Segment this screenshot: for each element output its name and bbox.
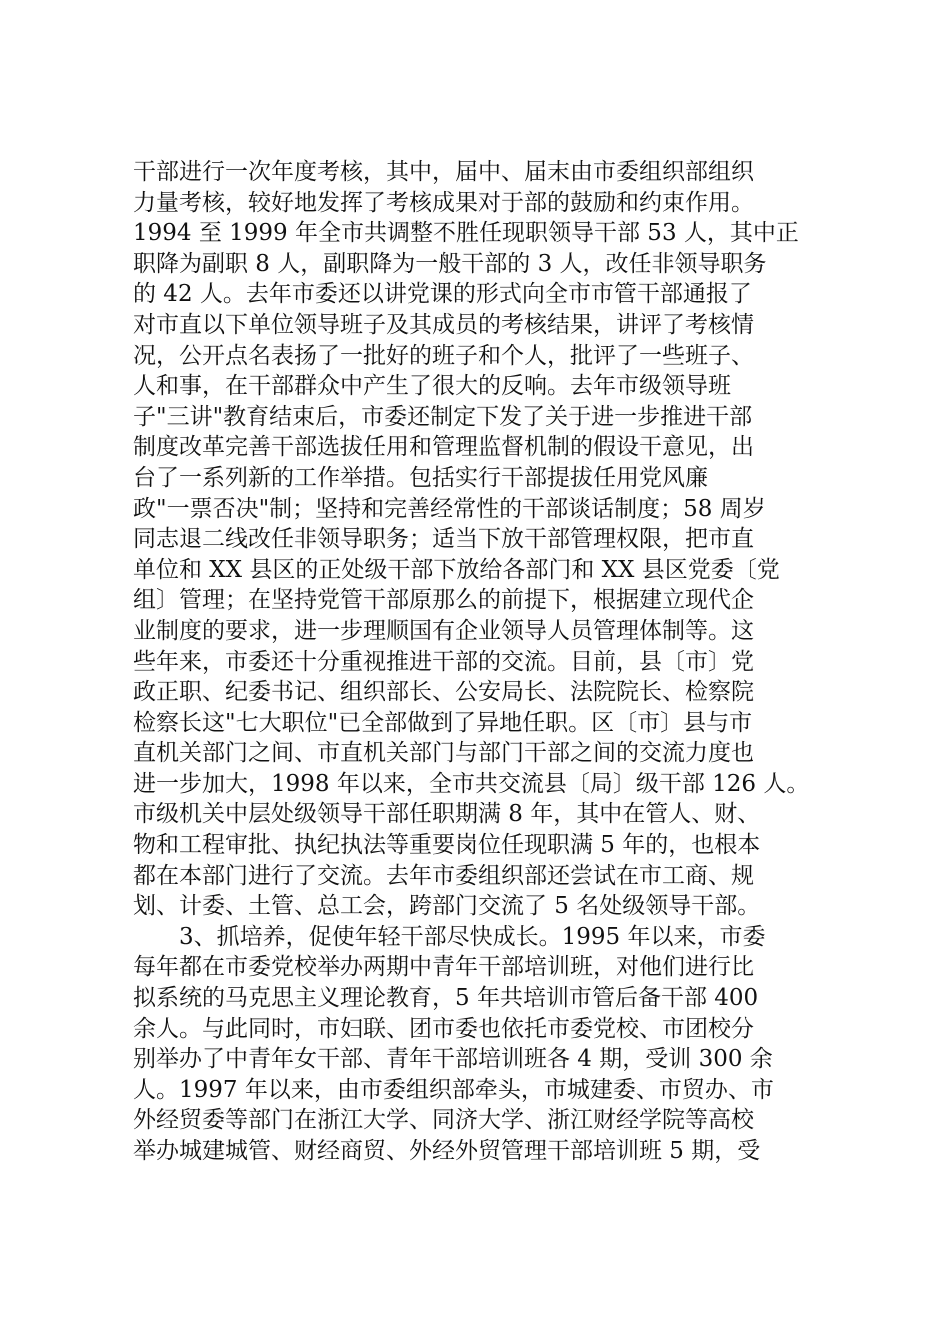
text-line: 政"一票否决"制；坚持和完善经常性的干部谈话制度；58 周岁 bbox=[133, 495, 766, 522]
text-line: 都在本部门进行了交流。去年市委组织部还尝试在市工商、规 bbox=[133, 862, 754, 889]
text-line: 政正职、纪委书记、组织部长、公安局长、法院院长、检察院 bbox=[133, 679, 754, 706]
text-line: 人和事，在干部群众中产生了很大的反响。去年市级领导班 bbox=[133, 373, 731, 400]
text-line: 力量考核，较好地发挥了考核成果对于部的鼓励和约束作用。 bbox=[133, 189, 754, 216]
text-line: 干部进行一次年度考核，其中，届中、届末由市委组织部组织 bbox=[133, 159, 754, 185]
text-line: 些年来，市委还十分重视推进干部的交流。目前，县〔市〕党 bbox=[133, 648, 754, 675]
text-line: 职降为副职 8 人，副职降为一般干部的 3 人，改任非领导职务 bbox=[133, 250, 767, 277]
text-line: 每年都在市委党校举办两期中青年干部培训班，对他们进行比 bbox=[133, 954, 754, 981]
text-line: 检察长这"七大职位"已全部做到了异地任职。区〔市〕县与市 bbox=[133, 709, 753, 736]
text-line: 外经贸委等部门在浙江大学、同济大学、浙江财经学院等高校 bbox=[133, 1107, 754, 1134]
text-line: 划、计委、土管、总工会，跨部门交流了 5 名处级领导干部。 bbox=[133, 893, 761, 920]
text-line: 直机关部门之间、市直机关部门与部门干部之间的交流力度也 bbox=[133, 740, 754, 767]
paragraph-start-line: 3、抓培养，促使年轻干部尽快成长。1995 年以来，市委 bbox=[179, 923, 766, 950]
text-line: 人。1997 年以来，由市委组织部牵头，市城建委、市贸办、市 bbox=[133, 1076, 774, 1103]
text-line: 制度改革完善干部选拔任用和管理监督机制的假设干意见，出 bbox=[133, 434, 754, 461]
text-line: 进一步加大，1998 年以来，全市共交流县〔局〕级干部 126 人。 bbox=[133, 770, 810, 797]
text-line: 况，公开点名表扬了一批好的班子和个人，批评了一些班子、 bbox=[133, 342, 754, 369]
text-line: 1994 至 1999 年全市共调整不胜任现职领导干部 53 人，其中正 bbox=[133, 220, 799, 247]
text-line: 单位和 XX 县区的正处级干部下放给各部门和 XX 县区党委〔党 bbox=[133, 556, 780, 583]
text-line: 余人。与此同时，市妇联、团市委也依托市委党校、市团校分 bbox=[133, 1015, 754, 1042]
text-line: 组〕管理；在坚持党管干部原那么的前提下，根据建立现代企 bbox=[133, 587, 754, 614]
text-line: 别举办了中青年女干部、青年干部培训班各 4 期，受训 300 余 bbox=[133, 1046, 773, 1073]
document-body bbox=[133, 157, 833, 1167]
text-line: 物和工程审批、执纪执法等重要岗位任现职满 5 年的，也根本 bbox=[133, 832, 761, 859]
text-line: 对市直以下单位领导班子及其成员的考核结果，讲评了考核情 bbox=[133, 311, 754, 338]
text-line: 业制度的要求，进一步理顺国有企业领导人员管理体制等。这 bbox=[133, 617, 754, 644]
text-line: 拟系统的马克思主义理论教育，5 年共培训市管后备干部 400 bbox=[133, 985, 759, 1012]
text-line: 同志退二线改任非领导职务；适当下放干部管理权限，把市直 bbox=[133, 526, 754, 553]
text-line: 举办城建城管、财经商贸、外经外贸管理干部培训班 5 期，受 bbox=[133, 1138, 761, 1164]
text-line: 子"三讲"教育结束后，市委还制定下发了关于进一步推进干部 bbox=[133, 403, 753, 430]
text-line: 的 42 人。去年市委还以讲党课的形式向全市市管干部通报了 bbox=[133, 281, 752, 308]
text-line: 市级机关中层处级领导干部任职期满 8 年，其中在管人、财、 bbox=[133, 801, 761, 828]
text-line: 台了一系列新的工作举措。包括实行干部提拔任用党风廉 bbox=[133, 464, 708, 491]
